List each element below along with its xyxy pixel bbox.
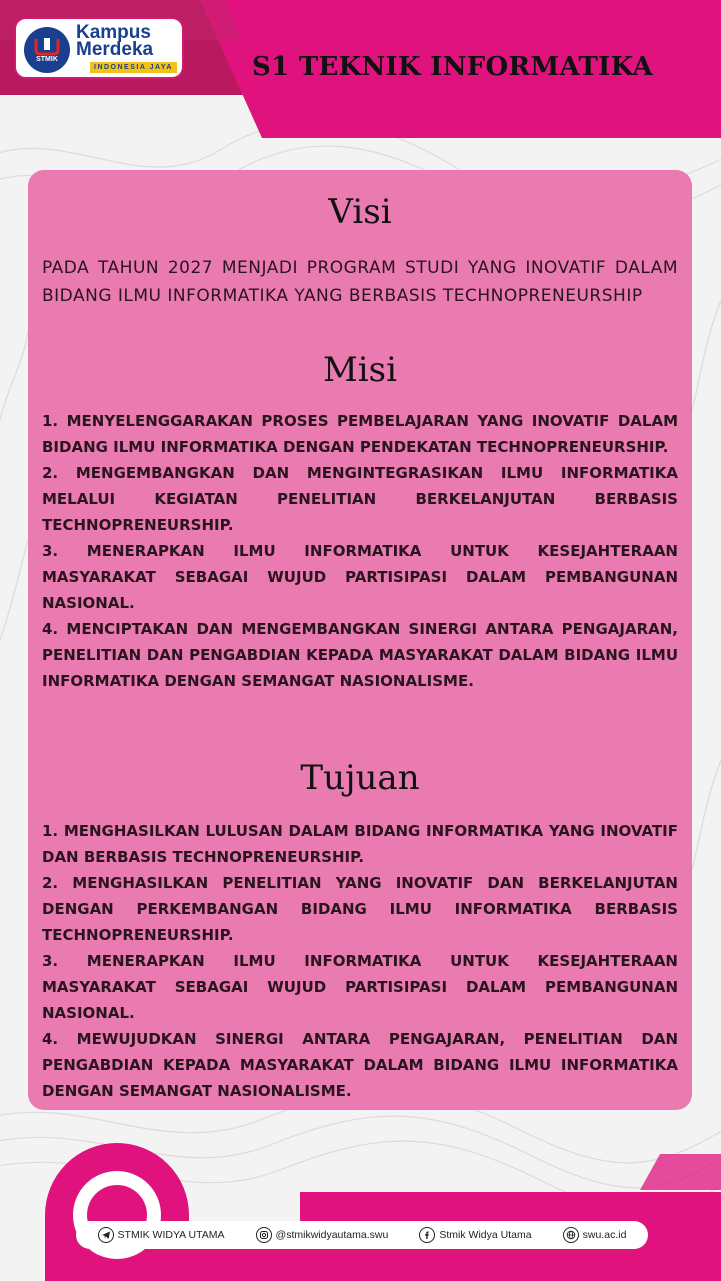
tujuan-item: 3. MENERAPKAN ILMU INFORMATIKA UNTUK KESEJAHTERAAN MASYARAKAT SEBAGAI WUJUD PARTISIPASI DALAM PEMBANGUNAN NASIONAL. [42, 952, 678, 1022]
tujuan-item: 1. MENGHASILKAN LULUSAN DALAM BIDANG INFORMATIKA YANG INOVATIF DAN BERBASIS TECHNOPRENEURSHIP. [42, 822, 678, 866]
misi-item: 3. MENERAPKAN ILMU INFORMATIKA UNTUK KESEJAHTERAAN MASYARAKAT SEBAGAI WUJUD PARTISIPASI DALAM PEMBANGUNAN NASIONAL. [42, 542, 678, 612]
globe-icon [563, 1227, 579, 1243]
misi-item: 4. MENCIPTAKAN DAN MENGEMBANGKAN SINERGI ANTARA PENGAJARAN, PENELITIAN DAN PENGABDIAN KEPADA MASYARAKAT DALAM BIDANG ILMU INFORMATIKA DENGAN SEMANGAT NASIONALISME. [42, 620, 678, 690]
telegram-label: STMIK WIDYA UTAMA [117, 1229, 225, 1241]
website-label: swu.ac.id [582, 1229, 627, 1241]
logo-line-kampus: Kampus [76, 22, 151, 43]
instagram-label: @stmikwidyautama.swu [275, 1229, 389, 1241]
page-title: S1 TEKNIK INFORMATIKA [252, 52, 653, 82]
instagram-link[interactable] [256, 1227, 389, 1243]
misi-item: 2. MENGEMBANGKAN DAN MENGINTEGRASIKAN ILMU INFORMATIKA MELALUI KEGIATAN PENELITIAN BERKELANJUTAN BERBASIS TECHNOPRENEURSHIP. [42, 464, 678, 534]
logo-tagline: INDONESIA JAYA [90, 62, 177, 73]
telegram-link[interactable] [98, 1227, 225, 1243]
social-bar [76, 1221, 648, 1249]
stmik-seal-icon [24, 27, 70, 73]
website-link[interactable] [563, 1227, 627, 1243]
tujuan-list [42, 818, 678, 1104]
logo-line-merdeka: Merdeka [76, 39, 154, 60]
tujuan-item: 4. MEWUJUDKAN SINERGI ANTARA PENGAJARAN, PENELITIAN DAN PENGABDIAN KEPADA MASYARAKAT DALAM BIDANG ILMU INFORMATIKA DENGAN SEMANGAT NASIONALISME. [42, 1030, 678, 1100]
tujuan-item: 2. MENGHASILKAN PENELITIAN YANG INOVATIF DAN BERKELANJUTAN DENGAN PERKEMBANGAN BIDANG ILMU INFORMATIKA BERBASIS TECHNOPRENEURSHIP. [42, 874, 678, 944]
telegram-icon [98, 1227, 114, 1243]
visi-text: PADA TAHUN 2027 MENJADI PROGRAM STUDI YANG INOVATIF DALAM BIDANG ILMU INFORMATIKA YANG BERBASIS TECHNOPRENEURSHIP [42, 258, 678, 306]
footer-decoration [0, 1110, 721, 1281]
misi-list [42, 408, 678, 694]
facebook-link[interactable] [419, 1227, 531, 1243]
instagram-icon [256, 1227, 272, 1243]
facebook-label: Stmik Widya Utama [439, 1229, 532, 1241]
misi-item: 1. MENYELENGGARAKAN PROSES PEMBELAJARAN YANG INOVATIF DALAM BIDANG ILMU INFORMATIKA DENGAN PENDEKATAN TECHNOPRENEURSHIP. [42, 412, 678, 456]
seal-text: STMIK [36, 56, 58, 63]
content-card [28, 170, 692, 1110]
visi-heading: Visi [328, 192, 392, 232]
facebook-icon [419, 1227, 435, 1243]
tujuan-heading: Tujuan [300, 758, 420, 798]
kampus-merdeka-logo [14, 17, 184, 79]
misi-heading: Misi [322, 350, 397, 390]
